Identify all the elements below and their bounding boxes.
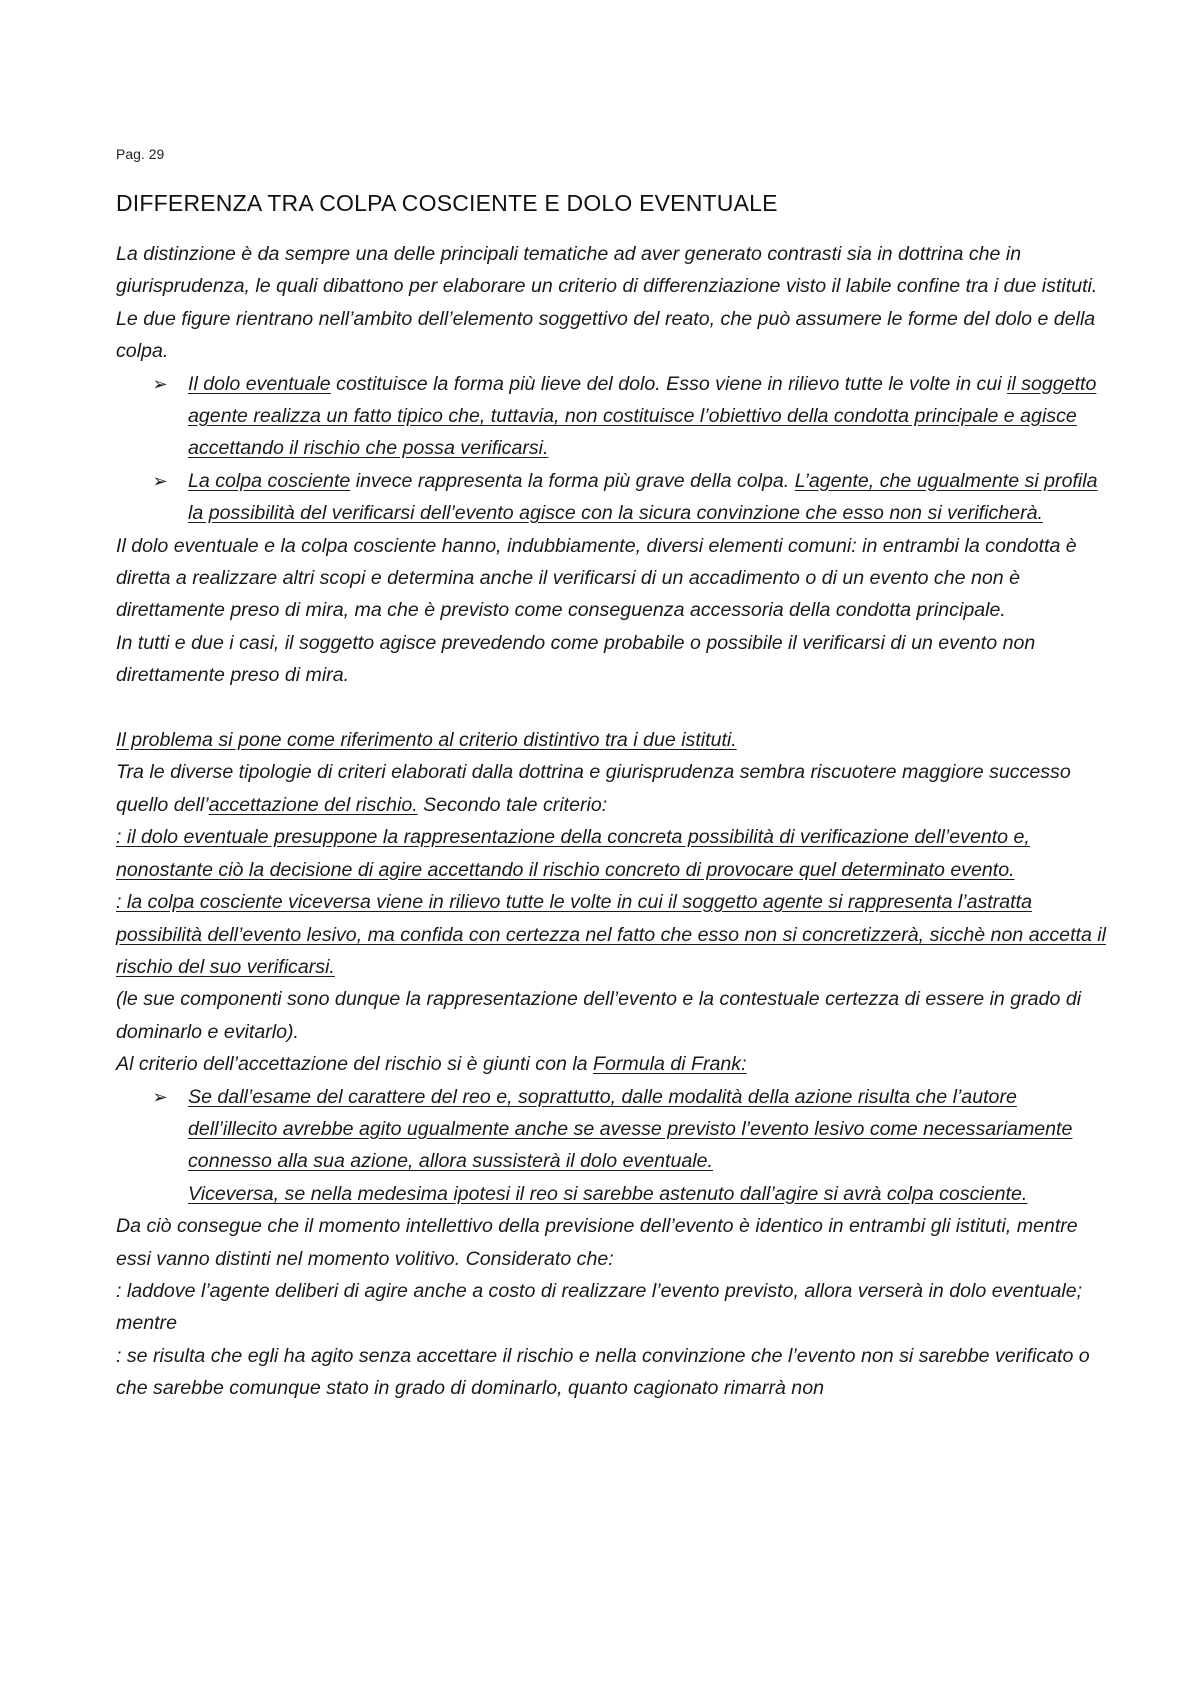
blank-line bbox=[116, 692, 1106, 724]
bullet-dolo-eventuale bbox=[116, 368, 1106, 465]
conclusion-dolo: : laddove l’agente deliberi di agire anche a costo di realizzare l’evento previsto, allora verserà in dolo eventuale; bbox=[116, 1279, 1083, 1302]
frank-formula-label: Formula di Frank: bbox=[593, 1053, 747, 1076]
components-note: (le sue componenti sono dunque la rappresentazione dell’evento e la contestuale certezza di essere in grado di dominarlo e evitarlo). bbox=[116, 988, 1082, 1043]
bullet-colpa-cosciente bbox=[116, 465, 1106, 530]
bullet-term: La colpa cosciente bbox=[188, 469, 351, 492]
frank-intro bbox=[116, 1048, 1106, 1080]
page-title: DIFFERENZA TRA COLPA COSCIENTE E DOLO EVENTUALE bbox=[116, 190, 778, 216]
criteria-intro-underlined: accettazione del rischio. bbox=[208, 793, 418, 816]
both-cases-paragraph: In tutti e due i casi, il soggetto agisce prevedendo come probabile o possibile il verificarsi di un evento non direttamente preso di mira. bbox=[116, 631, 1036, 687]
bullet-text: costituisce la forma più lieve del dolo. Esso viene in rilievo tutte le volte in cui bbox=[330, 372, 1008, 395]
bullet-text: invece rappresenta la forma più grave della colpa. bbox=[350, 469, 795, 492]
conclusion-mentre: mentre bbox=[116, 1312, 177, 1335]
document-body bbox=[116, 238, 1106, 1405]
criterion-colpa-text: : la colpa cosciente viceversa viene in rilievo tutte le volte in cui il soggetto agente si rappresenta l’astratta possibilità dell’evento lesivo, ma confida con certezza nel fatto che esso non si concretizzerà, sicchè non accetta il rischio del suo verificarsi. bbox=[116, 891, 1107, 978]
page-number: Pag. 29 bbox=[116, 146, 165, 162]
bullet-underlined-text: il soggetto agente realizza un fatto tipico che, tuttavia, non costituisce l’obiettivo della condotta principale e agisce accettando il rischio che possa verificarsi. bbox=[188, 372, 1097, 460]
criteria-intro-after: Secondo tale criterio: bbox=[417, 793, 608, 816]
frank-bullet-text-1: Se dall’esame del carattere del reo e, soprattutto, dalle modalità della azione risulta che l’autore dell’illecito avrebbe agito ugualmente anche se avesse previsto l’evento lesivo come necessariamente connesso alla sua azione, allora sussisterà il dolo eventuale. bbox=[188, 1085, 1073, 1173]
conclusion-colpa: : se risulta che egli ha agito senza accettare il rischio e nella convinzione che l’evento non si sarebbe verificato o che sarebbe comunque stato in grado di dominarlo, quanto cagionato rimarrà non bbox=[116, 1344, 1090, 1400]
intro-paragraph-1: La distinzione è da sempre una delle principali tematiche ad aver generato contrasti sia in dottrina che in giurisprudenza, le quali dibattono per elaborare un criterio di differenziazione visto il labile confine tra i due istituti. bbox=[116, 243, 1098, 298]
conclusion-paragraph: Da ciò consegue che il momento intellettivo della previsione dell’evento è identico in entrambi gli istituti, mentre essi vanno distinti nel momento volitivo. Considerato che: bbox=[116, 1215, 1078, 1270]
problem-heading bbox=[116, 724, 1106, 756]
problem-heading-text: Il problema si pone come riferimento al criterio distintivo tra i due istituti. bbox=[116, 729, 737, 752]
arrow-bullet-icon: ➢ bbox=[152, 470, 168, 491]
arrow-bullet-icon: ➢ bbox=[152, 373, 168, 394]
criteria-intro bbox=[116, 756, 1106, 821]
criteria-intro-text: Tra le diverse tipologie di criteri elaborati dalla dottrina e giurisprudenza sembra riscuotere maggiore successo quello dell’ bbox=[116, 761, 1071, 816]
frank-bullet-text-2: Viceversa, se nella medesima ipotesi il reo si sarebbe astenuto dall’agire si avrà colpa cosciente. bbox=[188, 1182, 1028, 1205]
bullet-term: Il dolo eventuale bbox=[188, 372, 331, 395]
criterion-dolo-text: : il dolo eventuale presuppone la rappresentazione della concreta possibilità di verificazione dell’evento e, nonostante ciò la decisione di agire accettando il rischio concreto di provocare quel determinato evento. bbox=[116, 826, 1030, 881]
bullet-frank-formula bbox=[116, 1081, 1106, 1211]
intro-paragraph-2: Le due figure rientrano nell’ambito dell’elemento soggettivo del reato, che può assumere le forme del dolo e della colpa. bbox=[116, 307, 1096, 363]
arrow-bullet-icon: ➢ bbox=[152, 1086, 168, 1107]
criterion-colpa bbox=[116, 886, 1106, 983]
criterion-dolo bbox=[116, 821, 1106, 886]
bullet-underlined-text: L’agente, che ugualmente si profila la possibilità del verificarsi dell’evento agisce con la sicura convinzione che esso non si verificherà. bbox=[188, 469, 1098, 525]
frank-intro-text: Al criterio dell’accettazione del rischio si è giunti con la bbox=[116, 1053, 594, 1076]
common-elements-paragraph: Il dolo eventuale e la colpa cosciente hanno, indubbiamente, diversi elementi comuni: in entrambi la condotta è diretta a realizzare altri scopi e determina anche il verificarsi di un accadimento o di un evento che non è direttamente preso di mira, ma che è previsto come conseguenza accessoria della condotta principale. bbox=[116, 534, 1077, 622]
